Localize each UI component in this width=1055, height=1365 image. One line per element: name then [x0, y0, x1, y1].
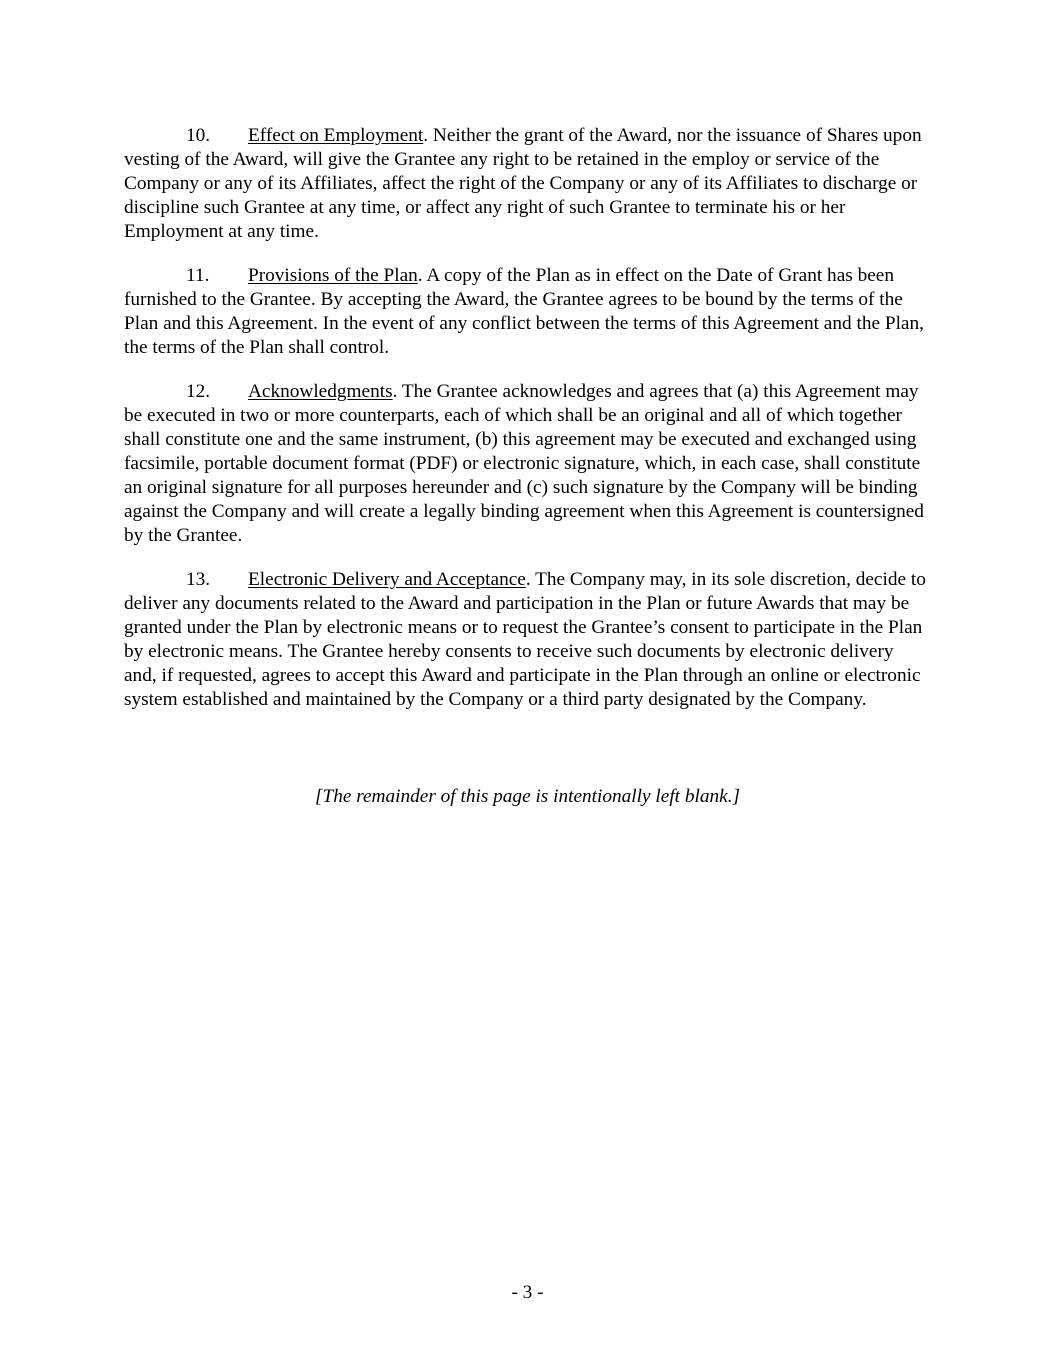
section-13	[124, 568, 930, 712]
section-text: . A copy of the Plan as in effect on the Date of Grant has been furnished to the Grantee. By accepting the Award, the Grantee agrees to be bound by the terms of the Plan and this Agreement. In the event of any conflict between the terms of this Agreement and the Plan, the terms of the Plan shall control.	[124, 265, 924, 358]
section-heading: Electronic Delivery and Acceptance	[248, 569, 526, 590]
intentionally-blank-note: [The remainder of this page is intentionally left blank.]	[314, 786, 741, 807]
section-text: . Neither the grant of the Award, nor the issuance of Shares upon vesting of the Award, will give the Grantee any right to be retained in the employ or service of the Company or any of its Affiliates, affect the right of the Company or any of its Affiliates to discharge or discipline such Grantee at any time, or affect any right of such Grantee to terminate his or her Employment at any time.	[124, 125, 922, 242]
document-body	[124, 124, 930, 732]
section-11	[124, 264, 930, 360]
section-heading: Effect on Employment	[248, 125, 424, 146]
section-10	[124, 124, 930, 244]
section-12	[124, 380, 930, 548]
page-number: - 3 -	[511, 1282, 544, 1303]
section-heading: Acknowledgments	[248, 381, 393, 402]
section-number: 10.	[186, 125, 211, 146]
section-text: . The Grantee acknowledges and agrees that (a) this Agreement may be executed in two or more counterparts, each of which shall be an original and all of which together shall constitute one and the same instrument, (b) this agreement may be executed and exchanged using facsimile, portable document format (PDF) or electronic signature, which, in each case, shall constitute an original signature for all purposes hereunder and (c) such signature by the Company will be binding against the Company and will create a legally binding agreement when this Agreement is countersigned by the Grantee.	[124, 381, 924, 546]
section-heading: Provisions of the Plan	[248, 265, 418, 286]
section-number: 13.	[186, 569, 211, 590]
section-number: 12.	[186, 381, 211, 402]
section-text: . The Company may, in its sole discretion, decide to deliver any documents related to the Award and participation in the Plan or future Awards that may be granted under the Plan by electronic means or to request the Grantee’s consent to participate in the Plan by electronic means. The Grantee hereby consents to receive such documents by electronic delivery and, if requested, agrees to accept this Award and participate in the Plan through an online or electronic system established and maintained by the Company or a third party designated by the Company.	[124, 569, 926, 710]
section-number: 11.	[186, 265, 210, 286]
